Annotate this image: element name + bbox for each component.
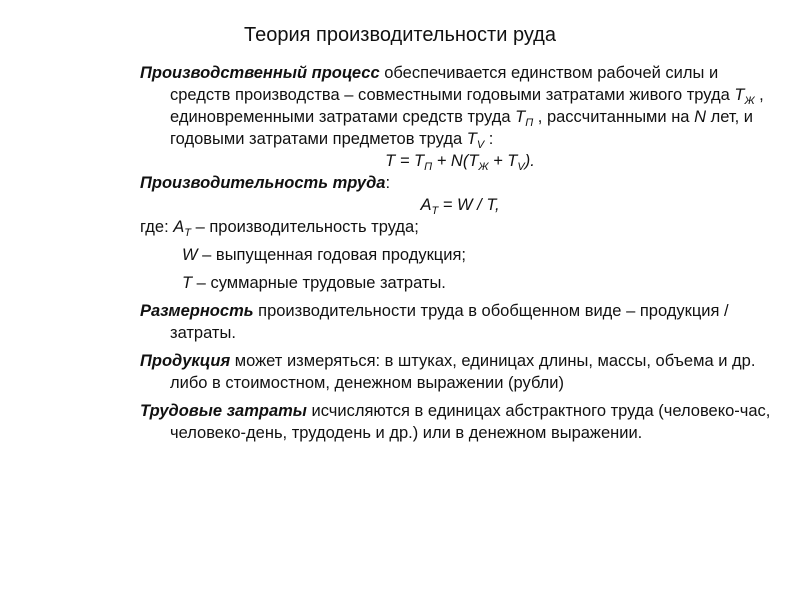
formula1-sub-2: Ж	[478, 161, 489, 173]
subscript-t: Т	[184, 227, 191, 239]
formula1-part-a: Т = Т	[385, 152, 425, 170]
formula1-part-c: + Т	[488, 152, 518, 170]
symbol-a: А	[173, 218, 185, 236]
p5-text: исчисляются в единицах абстрактного труда (человеко-час, человеко-день, трудодень и др.) или в денежном выражении.	[170, 402, 771, 442]
subscript-v: V	[476, 139, 485, 151]
symbol-t: Т	[734, 86, 745, 104]
paragraph-production-process	[140, 62, 780, 150]
formula2-sub: Т	[431, 205, 439, 217]
paragraph-products	[140, 350, 780, 394]
term-products: Продукция	[140, 352, 231, 370]
where-text: – производительность труда;	[191, 218, 419, 236]
term-production-process: Производственный процесс	[140, 64, 380, 82]
term-labor-costs: Трудовые затраты	[140, 402, 307, 420]
p2-colon: :	[385, 174, 391, 192]
formula2-part-b: = W / Т,	[438, 196, 500, 214]
p1-text-1: обеспечивается единством рабочей силы и средств производства – совместными годовыми затратами живого труда	[170, 64, 735, 104]
formula1-sub-1: П	[424, 161, 433, 173]
formula-productivity	[140, 194, 780, 216]
p1-text-4: лет, и годовыми затратами предметов труда	[170, 108, 753, 148]
subscript-p: П	[525, 117, 534, 129]
symbol-n: N	[694, 108, 706, 126]
formula1-sub-3: V	[517, 161, 525, 173]
where-lead: где:	[140, 218, 174, 236]
subscript-zh: Ж	[744, 95, 755, 107]
formula1-part-b: + N(Т	[432, 152, 479, 170]
symbol-t: Т	[466, 130, 477, 148]
formula2-part-a: А	[420, 196, 432, 214]
formula1-part-d: ).	[524, 152, 535, 170]
symbol-t: Т	[182, 274, 193, 292]
definition-w	[140, 244, 780, 266]
term-dimension: Размерность	[140, 302, 254, 320]
formula-total-costs	[140, 150, 780, 172]
slide-content	[140, 62, 780, 444]
symbol-w: W	[182, 246, 198, 264]
definition-where	[140, 216, 780, 238]
term-productivity: Производительность труда	[140, 174, 386, 192]
p4-text: может измеряться: в штуках, единицах длины, массы, объема и др. либо в стоимостном, денежном выражении (рубли)	[170, 352, 756, 392]
def-t-text: – суммарные трудовые затраты.	[192, 274, 446, 292]
symbol-t: Т	[515, 108, 526, 126]
paragraph-dimension	[140, 300, 780, 344]
def-w-text: – выпущенная годовая продукция;	[197, 246, 466, 264]
definition-t	[140, 272, 780, 294]
paragraph-productivity	[140, 172, 780, 194]
p1-text-2: , единовременными затратами средств труда	[170, 86, 764, 126]
p1-text-3: , рассчитанными на	[533, 108, 695, 126]
slide-title: Теория производительности руда	[244, 24, 556, 46]
p3-text: производительности труда в обобщенном виде – продукция / затраты.	[170, 302, 729, 342]
paragraph-labor-costs	[140, 400, 780, 444]
p1-text-5: :	[484, 130, 494, 148]
